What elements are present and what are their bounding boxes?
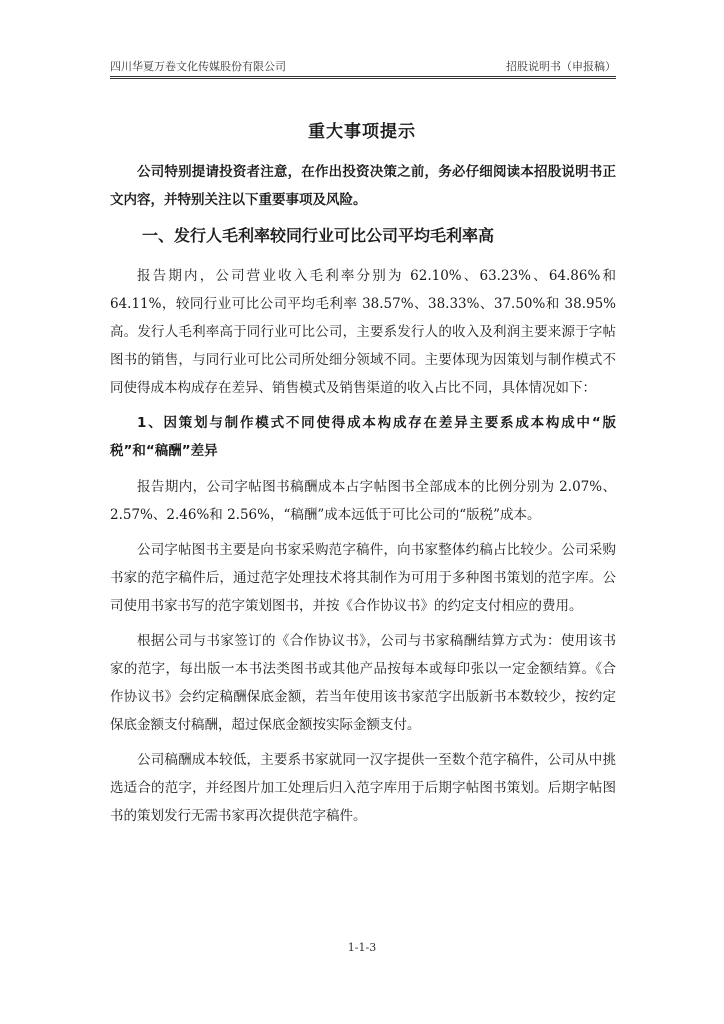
subsection-heading: 1、因策划与制作模式不同使得成本构成存在差异主要系成本构成中“版税”和“稿酬”差异 [110, 415, 616, 459]
page-header [110, 56, 616, 76]
subsection-paragraph: 公司字帖图书主要是向书家采购范字稿件，向书家整体约稿占比较少。公司采购书家的范字稿件后，通过范字处理技术将其制作为可用于多种图书策划的范字库。公司使用书家书写的范字策划图书，并按《合作协议书》的约定支付相应的费用。 [110, 542, 616, 614]
subsection-paragraph: 公司稿酬成本较低，主要系书家就同一汉字提供一至数个范字稿件，公司从中挑选适合的范字，并经图片加工处理后归入范字库用于后期字帖图书策划。后期字帖图书的策划发行无需书家再次提供范字稿件。 [110, 752, 616, 824]
intro-notice: 公司特别提请投资者注意，在作出投资决策之前，务必仔细阅读本招股说明书正文内容，并特别关注以下重要事项及风险。 [110, 164, 616, 208]
header-document-type: 招股说明书（申报稿） [506, 60, 616, 73]
section-heading: 一、发行人毛利率较同行业可比公司平均毛利率高 [142, 226, 495, 245]
header-divider [110, 76, 616, 79]
document-body [110, 158, 616, 837]
page-title: 重大事项提示 [308, 122, 416, 142]
subsection-paragraph: 报告期内，公司字帖图书稿酬成本占字帖图书全部成本的比例分别为 2.07%、2.57%、2.46%和 2.56%，“稿酬”成本远低于可比公司的“版税”成本。 [110, 479, 616, 523]
section-paragraph: 报告期内，公司营业收入毛利率分别为 62.10%、63.23%、64.86%和 64.11%，较同行业可比公司平均毛利率 38.57%、38.33%、37.50%和 38.95%高。发行人毛利率高于同行业可比公司，主要系发行人的收入及利润主要来源于字帖图书的销售，与同行业可比公司所处细分领域不同。主要体现为因策划与制作模式不同使得成本构成存在差异、销售模式及销售渠道的收入占比不同，具体情况如下： [110, 268, 616, 396]
header-company-name: 四川华夏万卷文化传媒股份有限公司 [110, 60, 286, 73]
subsection-paragraph: 根据公司与书家签订的《合作协议书》，公司与书家稿酬结算方式为：使用该书家的范字，每出版一本书法类图书或其他产品按每本或每印张以一定金额结算。《合作协议书》会约定稿酬保底金额，若当年使用该书家范字出版新书本数较少，按约定保底金额支付稿酬，超过保底金额按实际金额支付。 [110, 633, 616, 733]
page-number: 1-1-3 [347, 941, 377, 954]
